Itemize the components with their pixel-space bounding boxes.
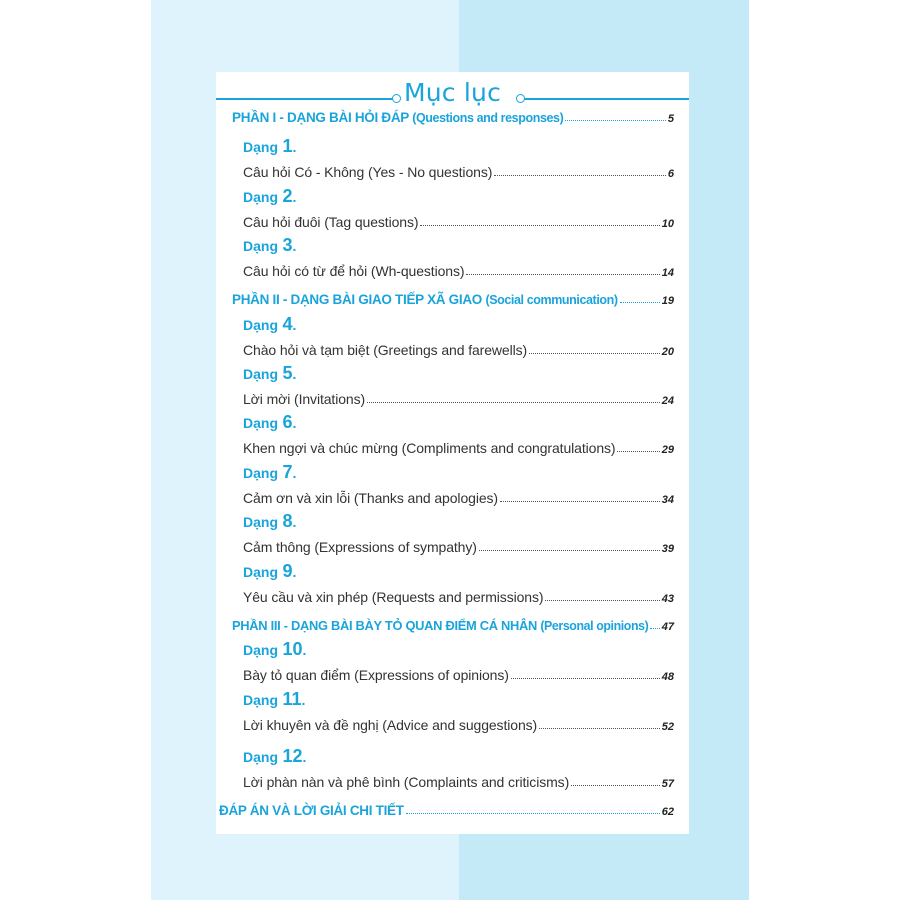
dang-heading-12: Dạng 12.	[243, 746, 307, 766]
dot-leader	[529, 353, 660, 354]
toc-entry-10[interactable]: Bày tỏ quan điểm (Expressions of opinions) 48	[243, 667, 674, 683]
dot-leader	[500, 501, 660, 502]
page-number: 39	[661, 543, 674, 555]
dot-leader	[617, 451, 659, 452]
dot-leader	[406, 813, 660, 814]
dot-leader	[571, 785, 660, 786]
page-number: 24	[661, 395, 674, 407]
toc-part-2[interactable]	[232, 292, 674, 307]
dang-heading-6: Dạng 6.	[243, 412, 297, 432]
dot-leader	[620, 302, 660, 303]
toc-entry-3[interactable]: Câu hỏi có từ để hỏi (Wh-questions) 14	[243, 263, 674, 279]
dot-leader	[565, 120, 666, 121]
toc-entry-4[interactable]: Chào hỏi và tạm biệt (Greetings and farewells) 20	[243, 342, 674, 358]
part-label: ĐÁP ÁN VÀ LỜI GIẢI CHI TIẾT	[219, 803, 404, 818]
dang-heading-2: Dạng 2.	[243, 186, 297, 206]
page-number: 62	[661, 806, 674, 818]
toc-entry-2[interactable]: Câu hỏi đuôi (Tag questions) 10	[243, 214, 674, 230]
toc-answers[interactable]	[219, 803, 674, 818]
page-number: 5	[667, 113, 674, 125]
dot-leader	[367, 402, 660, 403]
dang-heading-1: Dạng 1.	[243, 136, 297, 156]
part-label: PHẦN II - DẠNG BÀI GIAO TIẾP XÃ GIAO (Social communication)	[232, 292, 618, 307]
page-number: 34	[661, 494, 674, 506]
page-number: 48	[661, 671, 674, 683]
page-number: 47	[661, 621, 674, 633]
toc-entry-6[interactable]: Khen ngợi và chúc mừng (Compliments and congratulations) 29	[243, 440, 674, 456]
part-label: PHẦN I - DẠNG BÀI HỎI ĐÁP (Questions and responses)	[232, 110, 564, 125]
dot-leader	[545, 600, 659, 601]
dang-heading-10: Dạng 10.	[243, 639, 307, 659]
page-number: 52	[661, 721, 674, 733]
page-number: 29	[661, 444, 674, 456]
dang-heading-4: Dạng 4.	[243, 314, 297, 334]
toc-card	[216, 72, 689, 834]
dot-leader	[539, 728, 660, 729]
page-number: 19	[661, 295, 674, 307]
dot-leader	[511, 678, 660, 679]
dang-heading-5: Dạng 5.	[243, 363, 297, 383]
page-number: 57	[661, 778, 674, 790]
dang-heading-8: Dạng 8.	[243, 511, 297, 531]
toc-entry-7[interactable]: Cảm ơn và xin lỗi (Thanks and apologies) 34	[243, 490, 674, 506]
toc-part-3[interactable]	[232, 618, 674, 633]
page-number: 20	[661, 346, 674, 358]
dot-leader	[420, 225, 659, 226]
dang-heading-7: Dạng 7.	[243, 462, 297, 482]
dot-leader	[494, 175, 666, 176]
page-number: 6	[667, 168, 674, 180]
dot-leader	[650, 628, 659, 629]
toc-title: Mục lục	[403, 78, 502, 107]
page-number: 10	[661, 218, 674, 230]
toc-entry-9[interactable]: Yêu cầu và xin phép (Requests and permissions) 43	[243, 589, 674, 605]
part-label: PHẦN III - DẠNG BÀI BÀY TỎ QUAN ĐIỂM CÁ NHÂN (Personal opinions)	[232, 618, 649, 633]
dang-heading-9: Dạng 9.	[243, 561, 297, 581]
dang-heading-3: Dạng 3.	[243, 235, 297, 255]
toc-entry-5[interactable]: Lời mời (Invitations) 24	[243, 391, 674, 407]
dang-heading-11: Dạng 11.	[243, 689, 306, 709]
dot-leader	[466, 274, 659, 275]
toc-entry-1[interactable]: Câu hỏi Có - Không (Yes - No questions) 6	[243, 164, 674, 180]
page-number: 14	[661, 267, 674, 279]
dot-leader	[479, 550, 660, 551]
toc-entry-12[interactable]: Lời phàn nàn và phê bình (Complaints and criticisms) 57	[243, 774, 674, 790]
toc-entry-8[interactable]: Cảm thông (Expressions of sympathy) 39	[243, 539, 674, 555]
toc-part-1[interactable]	[232, 110, 674, 125]
page-number: 43	[661, 593, 674, 605]
toc-entry-11[interactable]: Lời khuyên và đề nghị (Advice and suggestions) 52	[243, 717, 674, 733]
